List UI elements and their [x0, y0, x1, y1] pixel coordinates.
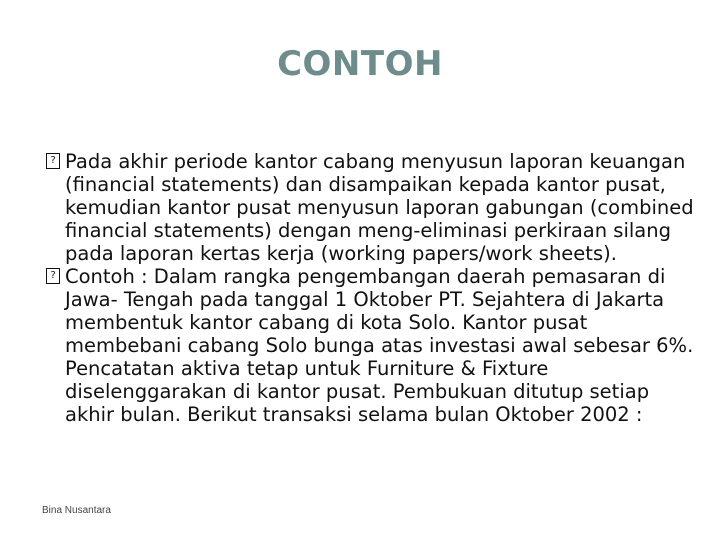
slide-title [0, 44, 720, 84]
paragraph-1-text: Pada akhir periode kantor cabang menyusun laporan keuangan (financial statements) dan disampaikan kepada kantor pusat, kemudian kantor pusat menyusun laporan gabungan (combined financial statements) dengan meng-eliminasi perkiraan silang pada laporan kertas kerja (working papers/work sheets). [65, 150, 694, 265]
slide-body [46, 150, 696, 426]
paragraph-2 [46, 265, 696, 426]
missing-glyph-box-icon: ? [46, 153, 60, 169]
paragraph-2-text: Contoh : Dalam rangka pengembangan daerah pemasaran di Jawa- Tengah pada tanggal 1 Oktober PT. Sejahtera di Jakarta membentuk kantor cabang di kota Solo. Kantor pusat membebani cabang Solo bunga atas investasi awal sebesar 6%. Pencatatan aktiva tetap untuk Furniture & Fixture diselenggarakan di kantor pusat. Pembukuan ditutup setiap akhir bulan. Berikut transaksi selama bulan Oktober 2002 : [65, 265, 694, 426]
footer-label: Bina Nusantara [42, 505, 111, 516]
slide-title-text: CONTOH [277, 44, 443, 84]
missing-glyph-box-icon: ? [46, 268, 60, 284]
paragraph-1 [46, 150, 696, 265]
